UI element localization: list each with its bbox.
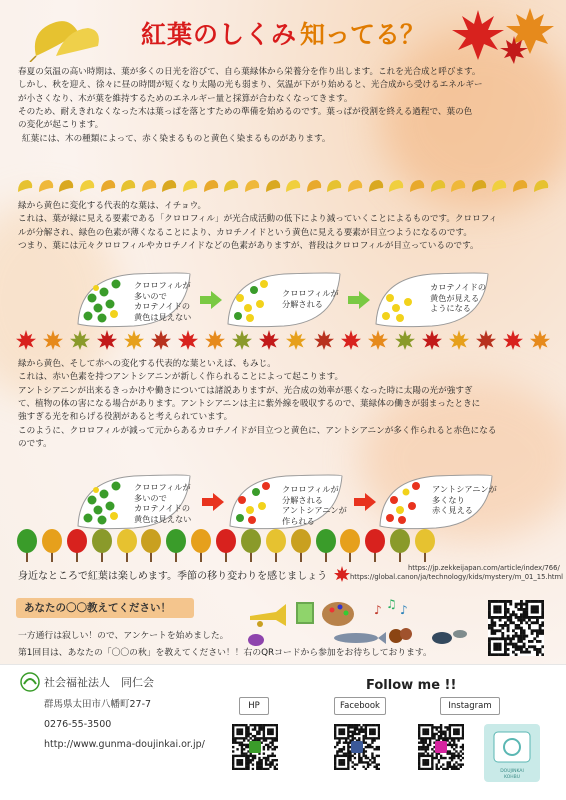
intro-line: の変化が起こります。 xyxy=(18,120,104,131)
maple-leaf-icon xyxy=(314,330,334,350)
flow2-step1-caption: クロロフィルが 多いので カロテノイドの 黄色は見えない xyxy=(134,482,192,524)
flow2-step2-caption: クロロフィルが 分解される アントシアニンが 作られる xyxy=(282,484,347,526)
ginkgo-leaf-icon xyxy=(119,178,137,194)
tree-icon xyxy=(165,528,187,562)
maple-leaf-icon xyxy=(16,330,36,350)
org-phone[interactable]: 0276-55-3500 xyxy=(44,719,112,730)
tree-icon xyxy=(364,528,386,562)
follow-heading: Follow me !! xyxy=(366,678,457,693)
ginkgo-leaf-icon xyxy=(367,178,385,194)
hp-label: HP xyxy=(239,697,269,715)
ginkgo-leaf-icon xyxy=(387,178,405,194)
maple-leaf-icon xyxy=(341,330,361,350)
music-notes-icon xyxy=(374,598,408,617)
maple-leaf-icon xyxy=(259,330,279,350)
maple-leaf-icon xyxy=(503,330,523,350)
survey-line: 第1回目は、あなたの「〇〇の秋」を教えてください！！右のQRコードから参加をお待ちしております。 xyxy=(18,647,432,658)
ginkgo-leaf-icon xyxy=(429,178,447,194)
tree-icon xyxy=(16,528,38,562)
survey-banner: あなたの〇〇教えてください！ xyxy=(16,598,194,618)
hp-qr-code[interactable] xyxy=(232,724,278,770)
red-section xyxy=(18,358,550,451)
maple-leaf-icon xyxy=(476,330,496,350)
red-line: これは、赤い色素を持つアントシアニンが新しく作られることによって起こります。 xyxy=(18,372,344,383)
ginkgo-leaf-icon xyxy=(78,178,96,194)
maple-leaf-icon xyxy=(334,566,350,582)
tree-icon xyxy=(290,528,312,562)
tree-icon xyxy=(414,528,436,562)
facebook-label: Facebook xyxy=(334,697,386,715)
red-line: 強すぎる光を和らげる役割があると考えられています。 xyxy=(18,412,233,423)
enjoy-text: 身近なところで紅葉は楽しめます。季節の移り変わりを感じましょう xyxy=(18,571,328,582)
ginkgo-leaf-row xyxy=(16,178,550,194)
ginkgo-leaf-icon xyxy=(470,178,488,194)
svg-text:♪: ♪ xyxy=(400,603,408,617)
maple-leaf-icon xyxy=(151,330,171,350)
tree-icon xyxy=(41,528,63,562)
ginkgo-leaf-icon xyxy=(284,178,302,194)
maple-leaves-icon xyxy=(448,6,558,66)
title-sub: 知ってる？ xyxy=(300,20,426,49)
arrow-right-icon xyxy=(354,493,376,511)
maple-leaf-icon xyxy=(530,330,550,350)
fish-icon xyxy=(334,632,386,644)
tree-row xyxy=(16,528,436,562)
ginkgo-leaf-icon xyxy=(181,178,199,194)
tree-icon xyxy=(240,528,262,562)
drum-icon xyxy=(432,630,467,644)
ginkgo-leaf-icon xyxy=(202,178,220,194)
ginkgo-leaf-icon xyxy=(325,178,343,194)
intro-line: そのため、耐えきれなくなった木は葉っぱを落とすための準備を始めるのです。葉っぱが役割を終える過程で、葉の色 xyxy=(18,106,473,117)
maple-leaf-icon xyxy=(43,330,63,350)
source-list xyxy=(350,564,566,582)
tree-icon xyxy=(116,528,138,562)
ginkgo-leaf-icon xyxy=(160,178,178,194)
title-main: 紅葉のしくみ xyxy=(140,20,297,49)
org-address: 群馬県太田市八幡町27-7 xyxy=(44,699,152,710)
instagram-qr-code[interactable] xyxy=(418,724,464,770)
yellow-line: これは、葉が緑に見える要素である「クロロフィル」が光合成活動の低下により減っていくことによるものです。クロロフィ xyxy=(18,214,498,225)
tree-icon xyxy=(215,528,237,562)
ginkgo-leaf-icon xyxy=(140,178,158,194)
maple-leaf-icon xyxy=(422,330,442,350)
survey-line: 一方通行は寂しい！ので、アンケートを始めました。 xyxy=(18,631,229,641)
book-icon xyxy=(296,602,314,624)
tree-icon xyxy=(339,528,361,562)
flow1-step2-caption: クロロフィルが 分解される xyxy=(282,288,339,309)
intro-line: しかし、秋を迎え、徐々に昼の時間が短くなり太陽の光も弱まり、気温が下がり始めると、光合成から受けるエネルギー xyxy=(18,80,483,91)
ginkgo-leaf-icon xyxy=(264,178,282,194)
maple-leaf-icon xyxy=(395,330,415,350)
maple-leaf-icon xyxy=(124,330,144,350)
flow1-step3-caption: カロテノイドの 黄色が見える ようになる xyxy=(430,282,487,314)
ginkgo-leaf-icon xyxy=(449,178,467,194)
ginkgo-leaf-icon xyxy=(222,178,240,194)
tree-icon xyxy=(265,528,287,562)
maple-leaf-row xyxy=(16,330,550,350)
intro-line: が小さくなり、木が葉を維持するためのエネルギー量と採算が合わなくなってきます。 xyxy=(18,93,353,104)
survey-qr-code[interactable] xyxy=(488,600,544,656)
maple-leaf-icon xyxy=(70,330,90,350)
intro-paragraph xyxy=(18,66,550,146)
maple-leaf-icon xyxy=(449,330,469,350)
svg-text:KOHBU: KOHBU xyxy=(503,775,521,780)
red-line: このように、クロロフィルが減って元からあるカロチノイドが目立つと黄色に、アントシアニンが多く作られると赤色になる xyxy=(18,425,497,436)
yellow-section xyxy=(18,200,550,253)
ginkgo-leaf-icon xyxy=(490,178,508,194)
svg-text:DOUJINKAI: DOUJINKAI xyxy=(500,769,524,774)
trumpet-icon xyxy=(250,604,286,627)
yellow-line: ルが分解され、緑色の色素が薄くなることにより、カロチノイドという黄色に見える要素が目立つようになるのです。 xyxy=(18,227,472,238)
red-line: のです。 xyxy=(18,438,52,449)
ginkgo-leaf-icon xyxy=(37,178,55,194)
ginkgo-leaf-icon xyxy=(99,178,117,194)
red-line: て、植物の体の害になる場合があります。アントシアニンは主に紫外線を吸収するので、葉緑体の働きが弱まったときに xyxy=(18,398,481,409)
ginkgo-leaf-icon xyxy=(16,178,34,194)
flow2-step3-caption: アントシアニンが 多くなり 赤く見える xyxy=(432,484,497,516)
ginkgo-leaf-icon xyxy=(532,178,550,194)
ginkgo-leaf-icon xyxy=(305,178,323,194)
palette-icon xyxy=(322,602,354,626)
tree-icon xyxy=(66,528,88,562)
red-line: 緑から黄色、そして赤への変化する代表的な葉といえば、もみじ。 xyxy=(18,359,276,369)
tree-icon xyxy=(91,528,113,562)
chestnut-icon xyxy=(389,628,412,643)
maple-leaf-icon xyxy=(178,330,198,350)
sweet-potato-icon xyxy=(248,634,264,646)
account-logo-icon xyxy=(484,724,540,782)
autumn-illustrations xyxy=(246,598,486,650)
tree-icon xyxy=(190,528,212,562)
maple-leaf-icon xyxy=(368,330,388,350)
maple-leaf-icon xyxy=(205,330,225,350)
arrow-right-icon xyxy=(348,291,370,309)
tree-icon xyxy=(315,528,337,562)
flow1-step1-caption: クロロフィルが 多いので カロテノイドの 黄色は見えない xyxy=(134,280,192,322)
ginkgo-leaf-icon xyxy=(346,178,364,194)
arrow-right-icon xyxy=(202,493,224,511)
maple-leaf-icon xyxy=(232,330,252,350)
ginkgo-leaf-icon xyxy=(511,178,529,194)
org-name: 社会福祉法人 同仁会 xyxy=(44,676,154,689)
facebook-qr-code[interactable] xyxy=(334,724,380,770)
instagram-label: Instagram xyxy=(440,697,500,715)
yellow-line: 緑から黄色に変化する代表的な葉は、イチョウ。 xyxy=(18,201,207,211)
arrow-right-icon xyxy=(200,291,222,309)
tree-icon xyxy=(140,528,162,562)
intro-line: 紅葉には、木の種類によって、赤く染まるものと黄色く染まるものがあります。 xyxy=(22,133,331,144)
org-url[interactable]: http://www.gunma-doujinkai.or.jp/ xyxy=(44,739,205,750)
tree-icon xyxy=(389,528,411,562)
ginkgo-leaf-icon xyxy=(408,178,426,194)
yellow-line: つまり、葉には元々クロロフィルやカロチノイドなどの色素がありますが、普段はクロロフィルが目立っているのです。 xyxy=(18,240,479,251)
org-logo-icon xyxy=(20,672,40,692)
ginkgo-leaf-icon xyxy=(243,178,261,194)
red-line: アントシアニンが出来るきっかけや働きについては諸説ありますが、光合成の効率が悪くなった時に太陽の光が強すぎ xyxy=(18,385,473,396)
source-link[interactable]: https://global.canon/ja/technology/kids/mystery/m_01_15.html xyxy=(350,573,564,582)
maple-leaf-icon xyxy=(286,330,306,350)
ginkgo-leaf-icon xyxy=(57,178,75,194)
svg-text:♪: ♪ xyxy=(374,603,382,617)
svg-text:♫: ♫ xyxy=(386,598,397,611)
intro-line: 春夏の気温の高い時期は、葉が多くの日光を浴びて、自ら葉緑体から栄養分を作り出します。これを光合成と呼びます。 xyxy=(18,67,481,77)
source-link[interactable]: https://jp.zekkeijapan.com/article/index/766/ xyxy=(408,564,560,572)
maple-leaf-icon xyxy=(97,330,117,350)
instagram-account-card[interactable] xyxy=(484,724,540,782)
